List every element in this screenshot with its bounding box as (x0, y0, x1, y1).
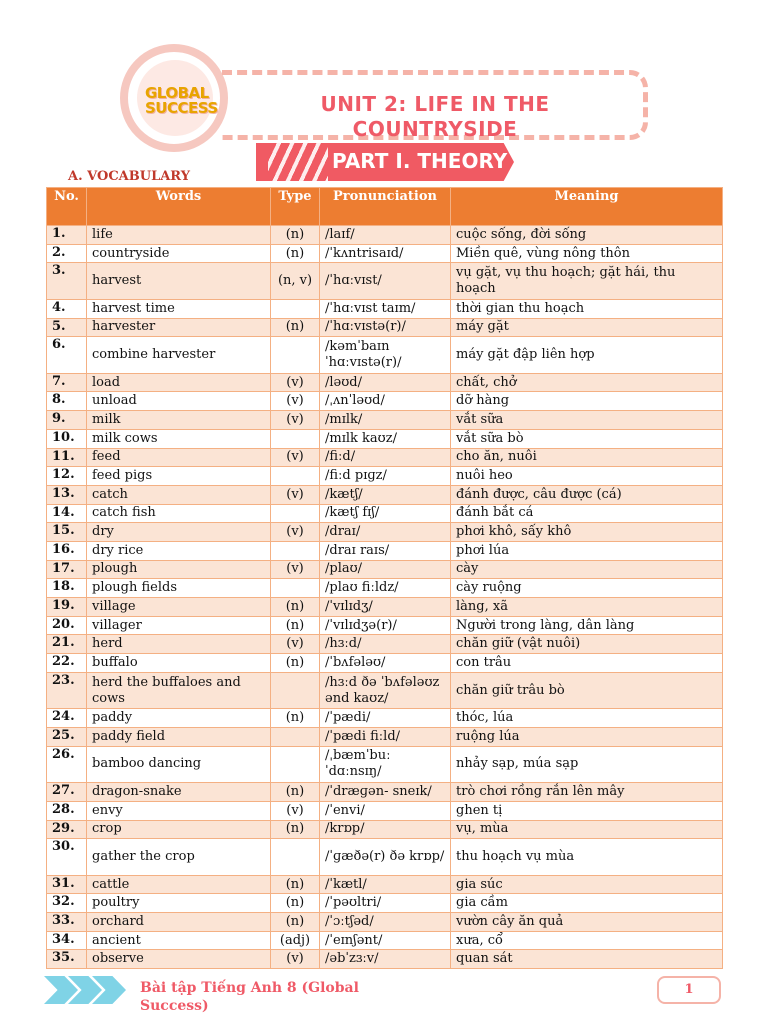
cell-meaning: máy gặt (451, 318, 723, 337)
cell-word: plough (87, 560, 271, 579)
cell-pronunciation: /ˈɡæðə(r) ðə krɒp/ (320, 839, 451, 876)
table-row (47, 875, 723, 894)
cell-type: (v) (271, 373, 320, 392)
cell-pronunciation: /ˈɔːtʃəd/ (320, 913, 451, 932)
cell-word: crop (87, 820, 271, 839)
vocabulary-table (46, 187, 723, 969)
cell-pronunciation: /krɒp/ (320, 820, 451, 839)
cell-number: 15. (47, 523, 87, 542)
cell-number: 27. (47, 783, 87, 802)
cell-type: (n) (271, 598, 320, 617)
column-header-type: Type (271, 188, 320, 226)
cell-meaning: quan sát (451, 950, 723, 969)
table-body (47, 226, 723, 969)
cell-number: 17. (47, 560, 87, 579)
part-label: PART I. THEORY (332, 149, 508, 173)
cell-number: 24. (47, 709, 87, 728)
cell-number: 12. (47, 467, 87, 486)
cell-pronunciation: /hɜːd ðə ˈbʌfələʊz ənd kaʊz/ (320, 672, 451, 709)
cell-pronunciation: /ləʊd/ (320, 373, 451, 392)
cell-number: 7. (47, 373, 87, 392)
table-row (47, 373, 723, 392)
cell-type (271, 467, 320, 486)
cell-word: ancient (87, 931, 271, 950)
cell-type (271, 504, 320, 523)
cell-word: harvest time (87, 299, 271, 318)
cell-number: 35. (47, 950, 87, 969)
cell-word: cattle (87, 875, 271, 894)
cell-type: (v) (271, 523, 320, 542)
cell-pronunciation: /ˈhɑːvɪst/ (320, 263, 451, 300)
cell-pronunciation: /ˈpædi fiːld/ (320, 727, 451, 746)
cell-type: (v) (271, 485, 320, 504)
cell-meaning: máy gặt đập liên hợp (451, 337, 723, 374)
cell-meaning: thời gian thu hoạch (451, 299, 723, 318)
cell-meaning: dỡ hàng (451, 392, 723, 411)
table-row (47, 839, 723, 876)
cell-number: 22. (47, 654, 87, 673)
table-row (47, 411, 723, 430)
cell-pronunciation: /ˈvɪlɪdʒə(r)/ (320, 616, 451, 635)
table-row (47, 727, 723, 746)
cell-number: 2. (47, 244, 87, 263)
cell-number: 21. (47, 635, 87, 654)
cell-word: catch (87, 485, 271, 504)
cell-pronunciation: /əbˈzɜːv/ (320, 950, 451, 969)
column-header-meaning: Meaning (451, 188, 723, 226)
part-banner-stripes (268, 143, 328, 181)
cell-type (271, 299, 320, 318)
cell-type: (n) (271, 244, 320, 263)
cell-type: (n) (271, 654, 320, 673)
cell-pronunciation: /ˈvɪlɪdʒ/ (320, 598, 451, 617)
cell-pronunciation: /ˈbʌfələʊ/ (320, 654, 451, 673)
cell-meaning: nhảy sạp, múa sạp (451, 746, 723, 783)
cell-number: 20. (47, 616, 87, 635)
cell-meaning: làng, xã (451, 598, 723, 617)
cell-meaning: xưa, cổ (451, 931, 723, 950)
cell-meaning: con trâu (451, 654, 723, 673)
footer-arrows-icon (44, 976, 130, 1004)
cell-number: 8. (47, 392, 87, 411)
cell-word: milk cows (87, 429, 271, 448)
cell-number: 32. (47, 894, 87, 913)
cell-meaning: thu hoạch vụ mùa (451, 839, 723, 876)
cell-word: villager (87, 616, 271, 635)
cell-type (271, 337, 320, 374)
cell-type (271, 541, 320, 560)
cell-word: unload (87, 392, 271, 411)
cell-meaning: cuộc sống, đời sống (451, 226, 723, 245)
column-header-no: No. (47, 188, 87, 226)
cell-type: (n) (271, 820, 320, 839)
cell-type: (n) (271, 226, 320, 245)
table-row (47, 244, 723, 263)
cell-meaning: chăn giữ trâu bò (451, 672, 723, 709)
cell-number: 1. (47, 226, 87, 245)
cell-pronunciation: /ˈeɪnʃənt/ (320, 931, 451, 950)
cell-number: 14. (47, 504, 87, 523)
cell-number: 5. (47, 318, 87, 337)
cell-meaning: phơi khô, sấy khô (451, 523, 723, 542)
cell-word: paddy field (87, 727, 271, 746)
logo-line-2: SUCCESS (145, 99, 218, 117)
cell-type: (adj) (271, 931, 320, 950)
cell-pronunciation: /mɪlk kaʊz/ (320, 429, 451, 448)
cell-word: harvest (87, 263, 271, 300)
cell-type (271, 727, 320, 746)
table-row (47, 560, 723, 579)
table-row (47, 654, 723, 673)
cell-type: (n) (271, 318, 320, 337)
cell-word: buffalo (87, 654, 271, 673)
cell-meaning: vắt sữa (451, 411, 723, 430)
cell-pronunciation: /ˈenvi/ (320, 801, 451, 820)
cell-meaning: gia cầm (451, 894, 723, 913)
logo-line-1: GLOBAL (145, 84, 209, 102)
cell-pronunciation: /ˈhɑːvɪstə(r)/ (320, 318, 451, 337)
table-row (47, 337, 723, 374)
cell-type (271, 839, 320, 876)
column-header-words: Words (87, 188, 271, 226)
cell-pronunciation: /ˌbæmˈbuː ˈdɑːnsɪŋ/ (320, 746, 451, 783)
cell-type: (v) (271, 635, 320, 654)
cell-pronunciation: /ˈpædi/ (320, 709, 451, 728)
cell-number: 31. (47, 875, 87, 894)
cell-word: bamboo dancing (87, 746, 271, 783)
cell-type (271, 672, 320, 709)
cell-word: life (87, 226, 271, 245)
cell-word: envy (87, 801, 271, 820)
cell-type: (v) (271, 448, 320, 467)
cell-meaning: vắt sữa bò (451, 429, 723, 448)
cell-meaning: vụ gặt, vụ thu hoạch; gặt hái, thu hoạch (451, 263, 723, 300)
table-row (47, 709, 723, 728)
cell-type: (n) (271, 875, 320, 894)
cell-type: (v) (271, 950, 320, 969)
cell-number: 3. (47, 263, 87, 300)
table-row (47, 523, 723, 542)
cell-word: herd the buffaloes and cows (87, 672, 271, 709)
cell-meaning: trò chơi rồng rắn lên mây (451, 783, 723, 802)
cell-type: (v) (271, 801, 320, 820)
table-row (47, 318, 723, 337)
section-heading: A. VOCABULARY (68, 169, 190, 184)
cell-pronunciation: /laɪf/ (320, 226, 451, 245)
cell-pronunciation: /ˈkætl/ (320, 875, 451, 894)
cell-pronunciation: /draɪ raɪs/ (320, 541, 451, 560)
cell-pronunciation: /ˈdræɡən- sneɪk/ (320, 783, 451, 802)
table-row (47, 579, 723, 598)
cell-type (271, 579, 320, 598)
cell-meaning: chất, chở (451, 373, 723, 392)
cell-word: herd (87, 635, 271, 654)
column-header-pronunciation: Pronunciation (320, 188, 451, 226)
table-header-row (47, 188, 723, 226)
table-row (47, 541, 723, 560)
cell-word: harvester (87, 318, 271, 337)
part-banner (256, 143, 514, 181)
table-row (47, 635, 723, 654)
cell-type (271, 746, 320, 783)
cell-number: 18. (47, 579, 87, 598)
cell-word: milk (87, 411, 271, 430)
cell-meaning: vụ, mùa (451, 820, 723, 839)
cell-number: 10. (47, 429, 87, 448)
cell-meaning: thóc, lúa (451, 709, 723, 728)
table-row (47, 931, 723, 950)
footer-book-title: Bài tập Tiếng Anh 8 (Global Success) (140, 980, 359, 1014)
table-row (47, 392, 723, 411)
cell-meaning: ghen tị (451, 801, 723, 820)
cell-pronunciation: /plaʊ/ (320, 560, 451, 579)
table-row (47, 820, 723, 839)
cell-word: combine harvester (87, 337, 271, 374)
cell-pronunciation: /ˈhɑːvɪst taɪm/ (320, 299, 451, 318)
cell-word: catch fish (87, 504, 271, 523)
table-row (47, 783, 723, 802)
cell-word: feed pigs (87, 467, 271, 486)
table-row (47, 801, 723, 820)
cell-word: load (87, 373, 271, 392)
cell-pronunciation: /ˈkʌntrisaɪd/ (320, 244, 451, 263)
table-row (47, 485, 723, 504)
cell-pronunciation: /draɪ/ (320, 523, 451, 542)
cell-pronunciation: /kætʃ/ (320, 485, 451, 504)
cell-word: feed (87, 448, 271, 467)
cell-pronunciation: /fiːd/ (320, 448, 451, 467)
cell-word: gather the crop (87, 839, 271, 876)
cell-word: plough fields (87, 579, 271, 598)
cell-pronunciation: /ˈpəʊltri/ (320, 894, 451, 913)
cell-number: 6. (47, 337, 87, 374)
cell-type: (n) (271, 616, 320, 635)
cell-meaning: cày ruộng (451, 579, 723, 598)
cell-word: dry (87, 523, 271, 542)
table-row (47, 598, 723, 617)
table-row (47, 672, 723, 709)
cell-meaning: đánh bắt cá (451, 504, 723, 523)
cell-pronunciation: /kætʃ fɪʃ/ (320, 504, 451, 523)
cell-word: observe (87, 950, 271, 969)
table-row (47, 913, 723, 932)
cell-meaning: nuôi heo (451, 467, 723, 486)
table-row (47, 616, 723, 635)
cell-number: 28. (47, 801, 87, 820)
cell-meaning: vườn cây ăn quả (451, 913, 723, 932)
cell-type (271, 429, 320, 448)
table-row (47, 429, 723, 448)
unit-title-line-1: UNIT 2: LIFE IN THE (320, 92, 550, 116)
page-number: 1 (657, 976, 721, 1004)
cell-meaning: phơi lúa (451, 541, 723, 560)
cell-meaning: đánh được, câu được (cá) (451, 485, 723, 504)
table-row (47, 467, 723, 486)
cell-meaning: cày (451, 560, 723, 579)
cell-number: 11. (47, 448, 87, 467)
cell-word: poultry (87, 894, 271, 913)
cell-meaning: cho ăn, nuôi (451, 448, 723, 467)
cell-pronunciation: /hɜːd/ (320, 635, 451, 654)
cell-type: (n) (271, 894, 320, 913)
table-row (47, 299, 723, 318)
cell-type: (v) (271, 560, 320, 579)
cell-pronunciation: /kəmˈbaɪn ˈhɑːvɪstə(r)/ (320, 337, 451, 374)
cell-number: 9. (47, 411, 87, 430)
table-row (47, 448, 723, 467)
cell-meaning: gia súc (451, 875, 723, 894)
cell-number: 25. (47, 727, 87, 746)
cell-word: paddy (87, 709, 271, 728)
cell-type: (v) (271, 392, 320, 411)
cell-word: dry rice (87, 541, 271, 560)
cell-number: 4. (47, 299, 87, 318)
cell-type: (n) (271, 783, 320, 802)
cell-word: village (87, 598, 271, 617)
cell-meaning: chăn giữ (vật nuôi) (451, 635, 723, 654)
cell-number: 34. (47, 931, 87, 950)
cell-pronunciation: /fiːd pɪɡz/ (320, 467, 451, 486)
table-row (47, 504, 723, 523)
table-row (47, 263, 723, 300)
cell-pronunciation: /mɪlk/ (320, 411, 451, 430)
table-row (47, 950, 723, 969)
cell-number: 23. (47, 672, 87, 709)
unit-title-line-2: COUNTRYSIDE (352, 117, 518, 141)
cell-type: (n, v) (271, 263, 320, 300)
cell-meaning: Miền quê, vùng nông thôn (451, 244, 723, 263)
cell-pronunciation: /plaʊ fiːldz/ (320, 579, 451, 598)
cell-meaning: Người trong làng, dân làng (451, 616, 723, 635)
cell-number: 16. (47, 541, 87, 560)
cell-type: (v) (271, 411, 320, 430)
table-row (47, 894, 723, 913)
cell-number: 30. (47, 839, 87, 876)
cell-pronunciation: /ˌʌnˈləʊd/ (320, 392, 451, 411)
cell-word: dragon-snake (87, 783, 271, 802)
table-row (47, 226, 723, 245)
cell-number: 26. (47, 746, 87, 783)
cell-word: countryside (87, 244, 271, 263)
cell-type: (n) (271, 913, 320, 932)
cell-number: 29. (47, 820, 87, 839)
cell-meaning: ruộng lúa (451, 727, 723, 746)
unit-title (290, 92, 580, 142)
cell-type: (n) (271, 709, 320, 728)
cell-number: 33. (47, 913, 87, 932)
table-row (47, 746, 723, 783)
cell-word: orchard (87, 913, 271, 932)
cell-number: 19. (47, 598, 87, 617)
cell-number: 13. (47, 485, 87, 504)
